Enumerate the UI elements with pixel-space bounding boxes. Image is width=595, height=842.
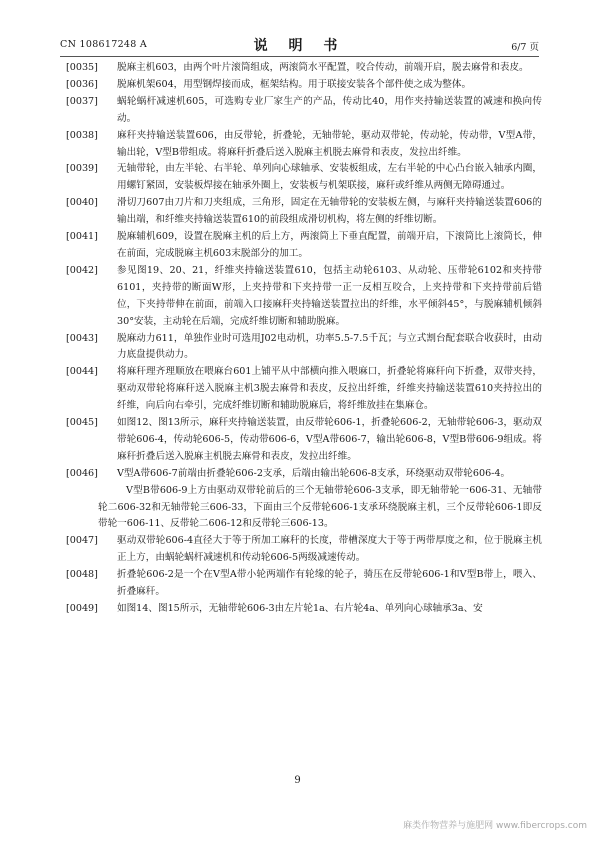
- paragraph-0044: [66, 364, 542, 415]
- header-rule: [60, 56, 539, 57]
- paragraph-number: [0036]: [66, 78, 98, 90]
- paragraph-number: [0043]: [66, 332, 98, 344]
- paragraph-0040: [66, 195, 542, 229]
- paragraph-text: V型B带606-9上方由驱动双带轮前后的三个无轴带轮606-3支承，即无轴带轮一606-31、无轴带轮二606-32和无轴带轮三606-33，下面由三个反带轮606-1支承环绕脱麻主机，三个反带轮606-1即反带轮一606-11、反带轮二606-12和反带轮三606-13。: [98, 484, 542, 530]
- paragraph-text: 参见图19、20、21，纤维夹持输送装置610，包括主动轮6103、从动轮、压带轮6102和夹持带6101，夹持带的断面W形，上夹持带和下夹持带一正一反相互咬合，上夹持带和下夹持带前后错位，下夹持带伸在前面，前端入口接麻秆夹持输送装置拉出的纤维，水平倾斜45°，与脱麻辅机倾斜30°安装，主动轮在后端，完成纤维切断和辅助脱麻。: [117, 264, 542, 327]
- paragraph-text: 无轴带轮，由左半轮、右半轮、单列向心球轴承、安装板组成，左右半轮的中心凸台嵌入轴承内圈，用螺钉紧固，安装板焊接在轴承外圈上，安装板与机架联接，麻秆或纤维从两侧无障碍通过。: [117, 163, 542, 192]
- paragraph-number: [0045]: [66, 417, 98, 429]
- paragraph-text: 麻秆夹持输送装置606，由反带轮，折叠轮，无轴带轮，驱动双带轮，传动轮，传动带，V型A带，输出轮，V型B带组成。将麻秆折叠后送入脱麻主机脱去麻骨和表皮，发拉出纤维。: [117, 129, 542, 158]
- paragraph-text: 如图14、图15所示，无轴带轮606-3由左片轮1a、右片轮4a、单列向心球轴承3a、安: [117, 603, 483, 614]
- paragraph-0046: [66, 466, 542, 483]
- watermark: 麻类作物营养与施肥网 www.fibercrops.com: [403, 821, 587, 831]
- paragraph-number: [0039]: [66, 163, 98, 175]
- paragraph-number: [0041]: [66, 231, 98, 243]
- paragraph-0047: [66, 533, 542, 567]
- paragraph-text: 驱动双带轮606-4直径大于等于所加工麻秆的长度，带槽深度大于等于两带厚度之和，位于脱麻主机正上方，由蜗轮蜗杆减速机和传动轮606-5两级减速传动。: [117, 535, 542, 564]
- paragraph-number: [0049]: [66, 603, 98, 614]
- paragraph-0048: [66, 567, 542, 601]
- paragraph-text: 脱麻动力611，单独作业时可选用J02电动机，功率5.5-7.5千瓦；与立式割台配套联合收获时，由动力底盘提供动力。: [117, 332, 542, 361]
- paragraph-text: 将麻秆理齐理顺放在喂麻台601上铺平从中部横向推入喂麻口，折叠轮将麻秆向下折叠，双带夹持，驱动双带轮将麻秆送入脱麻主机3脱去麻骨和表皮，反拉出纤维，纤维夹持输送装置610夹持拉出的纤维，向后向右牵引，完成纤维切断和辅助脱麻后，将纤维放挂在集麻仓。: [117, 366, 542, 412]
- paragraph-0049: [66, 601, 542, 618]
- paragraph-0041: [66, 229, 542, 263]
- paragraph-0039: [66, 161, 542, 195]
- paragraph-text: 如图12、图13所示，麻秆夹持输送装置，由反带轮606-1，折叠轮606-2，无轴带轮606-3，驱动双带轮606-4，传动轮606-5，传动带606-6，V型A带606-7，输出轮606-8，V型B带606-9组成。将麻秆折叠后送入脱麻主机脱去麻骨和表皮，发拉出纤维。: [117, 417, 542, 462]
- paragraph-0036: [66, 77, 542, 94]
- paragraph-text: 脱麻机架604，用型钢焊接而成，框架结构。用于联接安装各个部件使之成为整体。: [117, 78, 472, 90]
- page-header: [60, 35, 539, 53]
- paragraph-0035: [66, 60, 542, 77]
- paragraph-number: [0042]: [66, 264, 98, 276]
- publication-number: CN 108617248 A: [60, 39, 148, 50]
- paragraph-number: [0035]: [66, 62, 98, 73]
- paragraph-0045: [66, 415, 542, 466]
- paragraph-number: [0048]: [66, 569, 98, 581]
- paragraph-number: [0044]: [66, 366, 98, 378]
- paragraph-0043: [66, 331, 542, 365]
- paragraph-text: V型A带606-7前端由折叠轮606-2支承，后端由输出轮606-8支承，环绕驱动双带轮606-4。: [117, 467, 511, 479]
- paragraph-number: [0047]: [66, 535, 98, 547]
- paragraph-number: [0037]: [66, 95, 98, 107]
- paragraph-text: 折叠轮606-2是一个在V型A带小轮两端作有轮缘的轮子，骑压在反带轮606-1和V型B带上，喂入、折叠麻秆。: [117, 569, 542, 598]
- paragraph-text: 滑切刀607由刀片和刀夹组成，三角形，固定在无轴带轮的安装板左侧，与麻秆夹持输送装置606的输出端，和纤维夹持输送装置610的前段组成滑切机构，将左侧的纤维切断。: [117, 197, 542, 226]
- paragraph-0046-continued: [66, 483, 542, 534]
- paragraph-0038: [66, 128, 542, 162]
- paragraph-0042: [66, 263, 542, 331]
- paragraph-0037: [66, 94, 542, 128]
- paragraph-number: [0038]: [66, 129, 98, 141]
- paragraph-text: 脱麻辅机609，设置在脱麻主机的后上方，两滚筒上下垂直配置，前端开启，下滚筒比上滚筒长，伸在前面，完成脱麻主机603末脱部分的加工。: [117, 231, 542, 259]
- page-number: 9: [294, 775, 301, 786]
- paragraph-number: [0040]: [66, 197, 98, 209]
- paragraph-text: 脱麻主机603，由两个叶片滚筒组成，两滚筒水平配置，咬合传动，前端开启，脱去麻骨和表皮。: [117, 62, 529, 73]
- paragraph-number: [0046]: [66, 467, 98, 479]
- page-counter: 6/7 页: [511, 42, 539, 53]
- paragraph-text: 蜗轮蜗杆减速机605，可选购专业厂家生产的产品，传动比40，用作夹持输送装置的减速和换向传动。: [117, 95, 542, 124]
- document-title: 说 明 书: [253, 38, 346, 54]
- document-body: [66, 60, 542, 618]
